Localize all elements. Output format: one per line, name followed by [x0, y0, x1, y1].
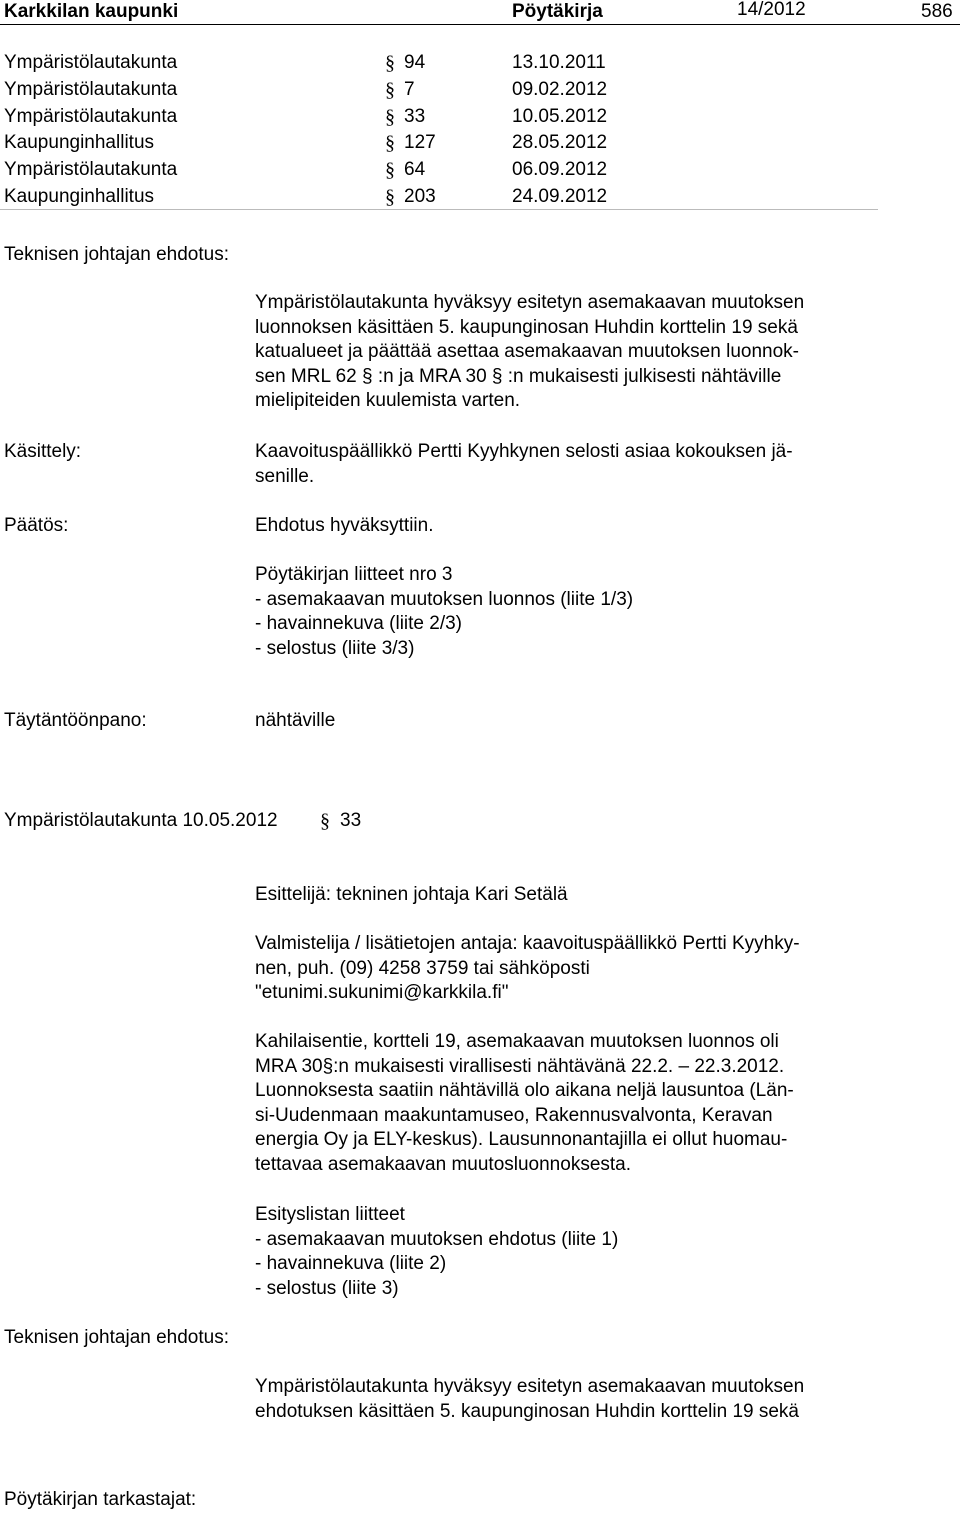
text-line: Luonnoksesta saatiin nähtävillä olo aikana neljä lausuntoa (Län-: [255, 1080, 794, 1101]
section-sign: §: [320, 810, 330, 832]
proposal-text: [255, 1375, 875, 1424]
history-body: Ympäristölautakunta: [4, 159, 178, 180]
municipality-name: Karkkilan kaupunki: [4, 1, 179, 22]
text-line: Ehdotus hyväksyttiin.: [255, 515, 434, 536]
text-line: Ympäristölautakunta hyväksyy esitetyn asemakaavan muutoksen: [255, 292, 805, 313]
background-text: [255, 1030, 875, 1177]
text-line: MRA 30§:n mukaisesti virallisesti nähtävänä 22.2. – 22.3.2012.: [255, 1055, 785, 1077]
history-number: 203: [404, 186, 436, 207]
meeting-heading: Ympäristölautakunta 10.05.2012: [4, 810, 278, 831]
text-line: Kahilaisentie, kortteli 19, asemakaavan muutoksen luonnos oli: [255, 1031, 779, 1052]
text-line: Kaavoituspäällikkö Pertti Kyyhkynen selosti asiaa kokouksen jä-: [255, 441, 793, 462]
text-line: - asemakaavan muutoksen luonnos (liite 1/3): [255, 588, 634, 610]
presenter-text: [255, 883, 875, 908]
text-line: mielipiteiden kuulemista varten.: [255, 390, 521, 411]
decision-text: [255, 514, 875, 539]
text-line: nen, puh. (09) 4258 3759 tai sähköposti: [255, 957, 590, 979]
attachments-list: [255, 563, 875, 661]
section-sign: §: [385, 79, 395, 101]
handling-text: [255, 440, 875, 489]
meeting-section-number: 33: [340, 810, 362, 831]
handling-label: Käsittely:: [4, 441, 82, 462]
text-line: nähtäville: [255, 710, 336, 731]
text-line: - asemakaavan muutoksen ehdotus (liite 1): [255, 1228, 619, 1250]
reviewers-label: Pöytäkirjan tarkastajat:: [4, 1489, 197, 1510]
text-line: Valmistelija / lisätietojen antaja: kaavoituspäällikkö Pertti Kyyhky-: [255, 933, 800, 954]
history-number: 33: [404, 106, 426, 127]
text-line: luonnoksen käsittäen 5. kaupunginosan Huhdin korttelin 19 sekä: [255, 316, 798, 338]
history-number: 7: [404, 79, 415, 100]
document-number: 14/2012: [737, 0, 806, 20]
proposal-text: [255, 291, 875, 414]
text-line: Ympäristölautakunta hyväksyy esitetyn asemakaavan muutoksen: [255, 1376, 805, 1397]
history-number: 127: [404, 132, 436, 153]
section-sign: §: [385, 106, 395, 128]
text-line: "etunimi.sukunimi@karkkila.fi": [255, 982, 509, 1003]
section-sign: §: [385, 52, 395, 74]
text-line: - selostus (liite 3): [255, 1277, 399, 1299]
text-line: ehdotuksen käsittäen 5. kaupunginosan Huhdin korttelin 19 sekä: [255, 1400, 799, 1422]
agenda-attachments-list: [255, 1203, 875, 1301]
preparer-text: [255, 932, 875, 1006]
page-number: 586: [921, 1, 953, 22]
history-date: 06.09.2012: [512, 159, 608, 180]
text-line: tettavaa asemakaavan muutosluonnoksesta.: [255, 1153, 632, 1175]
history-date: 28.05.2012: [512, 132, 608, 153]
history-body: Ympäristölautakunta: [4, 106, 178, 127]
history-number: 64: [404, 159, 426, 180]
implementation-label: Täytäntöönpano:: [4, 710, 147, 731]
history-body: Kaupunginhallitus: [4, 132, 155, 153]
proposal-label: Teknisen johtajan ehdotus:: [4, 1327, 229, 1348]
text-line: - havainnekuva (liite 2): [255, 1253, 447, 1274]
text-line: - havainnekuva (liite 2/3): [255, 613, 462, 634]
history-divider: [0, 209, 878, 210]
section-sign: §: [385, 186, 395, 208]
history-body: Kaupunginhallitus: [4, 186, 155, 207]
section-sign: §: [385, 159, 395, 181]
text-line: Esityslistan liitteet: [255, 1204, 405, 1225]
text-line: senille.: [255, 465, 315, 487]
history-date: 24.09.2012: [512, 186, 608, 207]
text-line: Esittelijä: tekninen johtaja Kari Setälä: [255, 884, 568, 905]
history-body: Ympäristölautakunta: [4, 52, 178, 73]
text-line: katualueet ja päättää asettaa asemakaavan muutoksen luonnok-: [255, 341, 799, 362]
proposal-label: Teknisen johtajan ehdotus:: [4, 244, 229, 265]
text-line: energia Oy ja ELY-keskus). Lausunnonantajilla ei ollut huomau-: [255, 1129, 788, 1150]
history-date: 10.05.2012: [512, 106, 608, 127]
text-line: Pöytäkirjan liitteet nro 3: [255, 564, 453, 585]
history-date: 09.02.2012: [512, 79, 608, 100]
header-divider: [0, 24, 960, 25]
history-date: 13.10.2011: [512, 52, 606, 73]
document-type: Pöytäkirja: [512, 1, 603, 22]
text-line: - selostus (liite 3/3): [255, 637, 415, 659]
text-line: si-Uudenmaan maakuntamuseo, Rakennusvalvonta, Keravan: [255, 1104, 773, 1126]
decision-label: Päätös:: [4, 515, 69, 536]
text-line: sen MRL 62 § :n ja MRA 30 § :n mukaisesti julkisesti nähtäville: [255, 365, 782, 387]
implementation-text: [255, 709, 875, 734]
section-sign: §: [385, 132, 395, 154]
history-body: Ympäristölautakunta: [4, 79, 178, 100]
history-number: 94: [404, 52, 426, 73]
